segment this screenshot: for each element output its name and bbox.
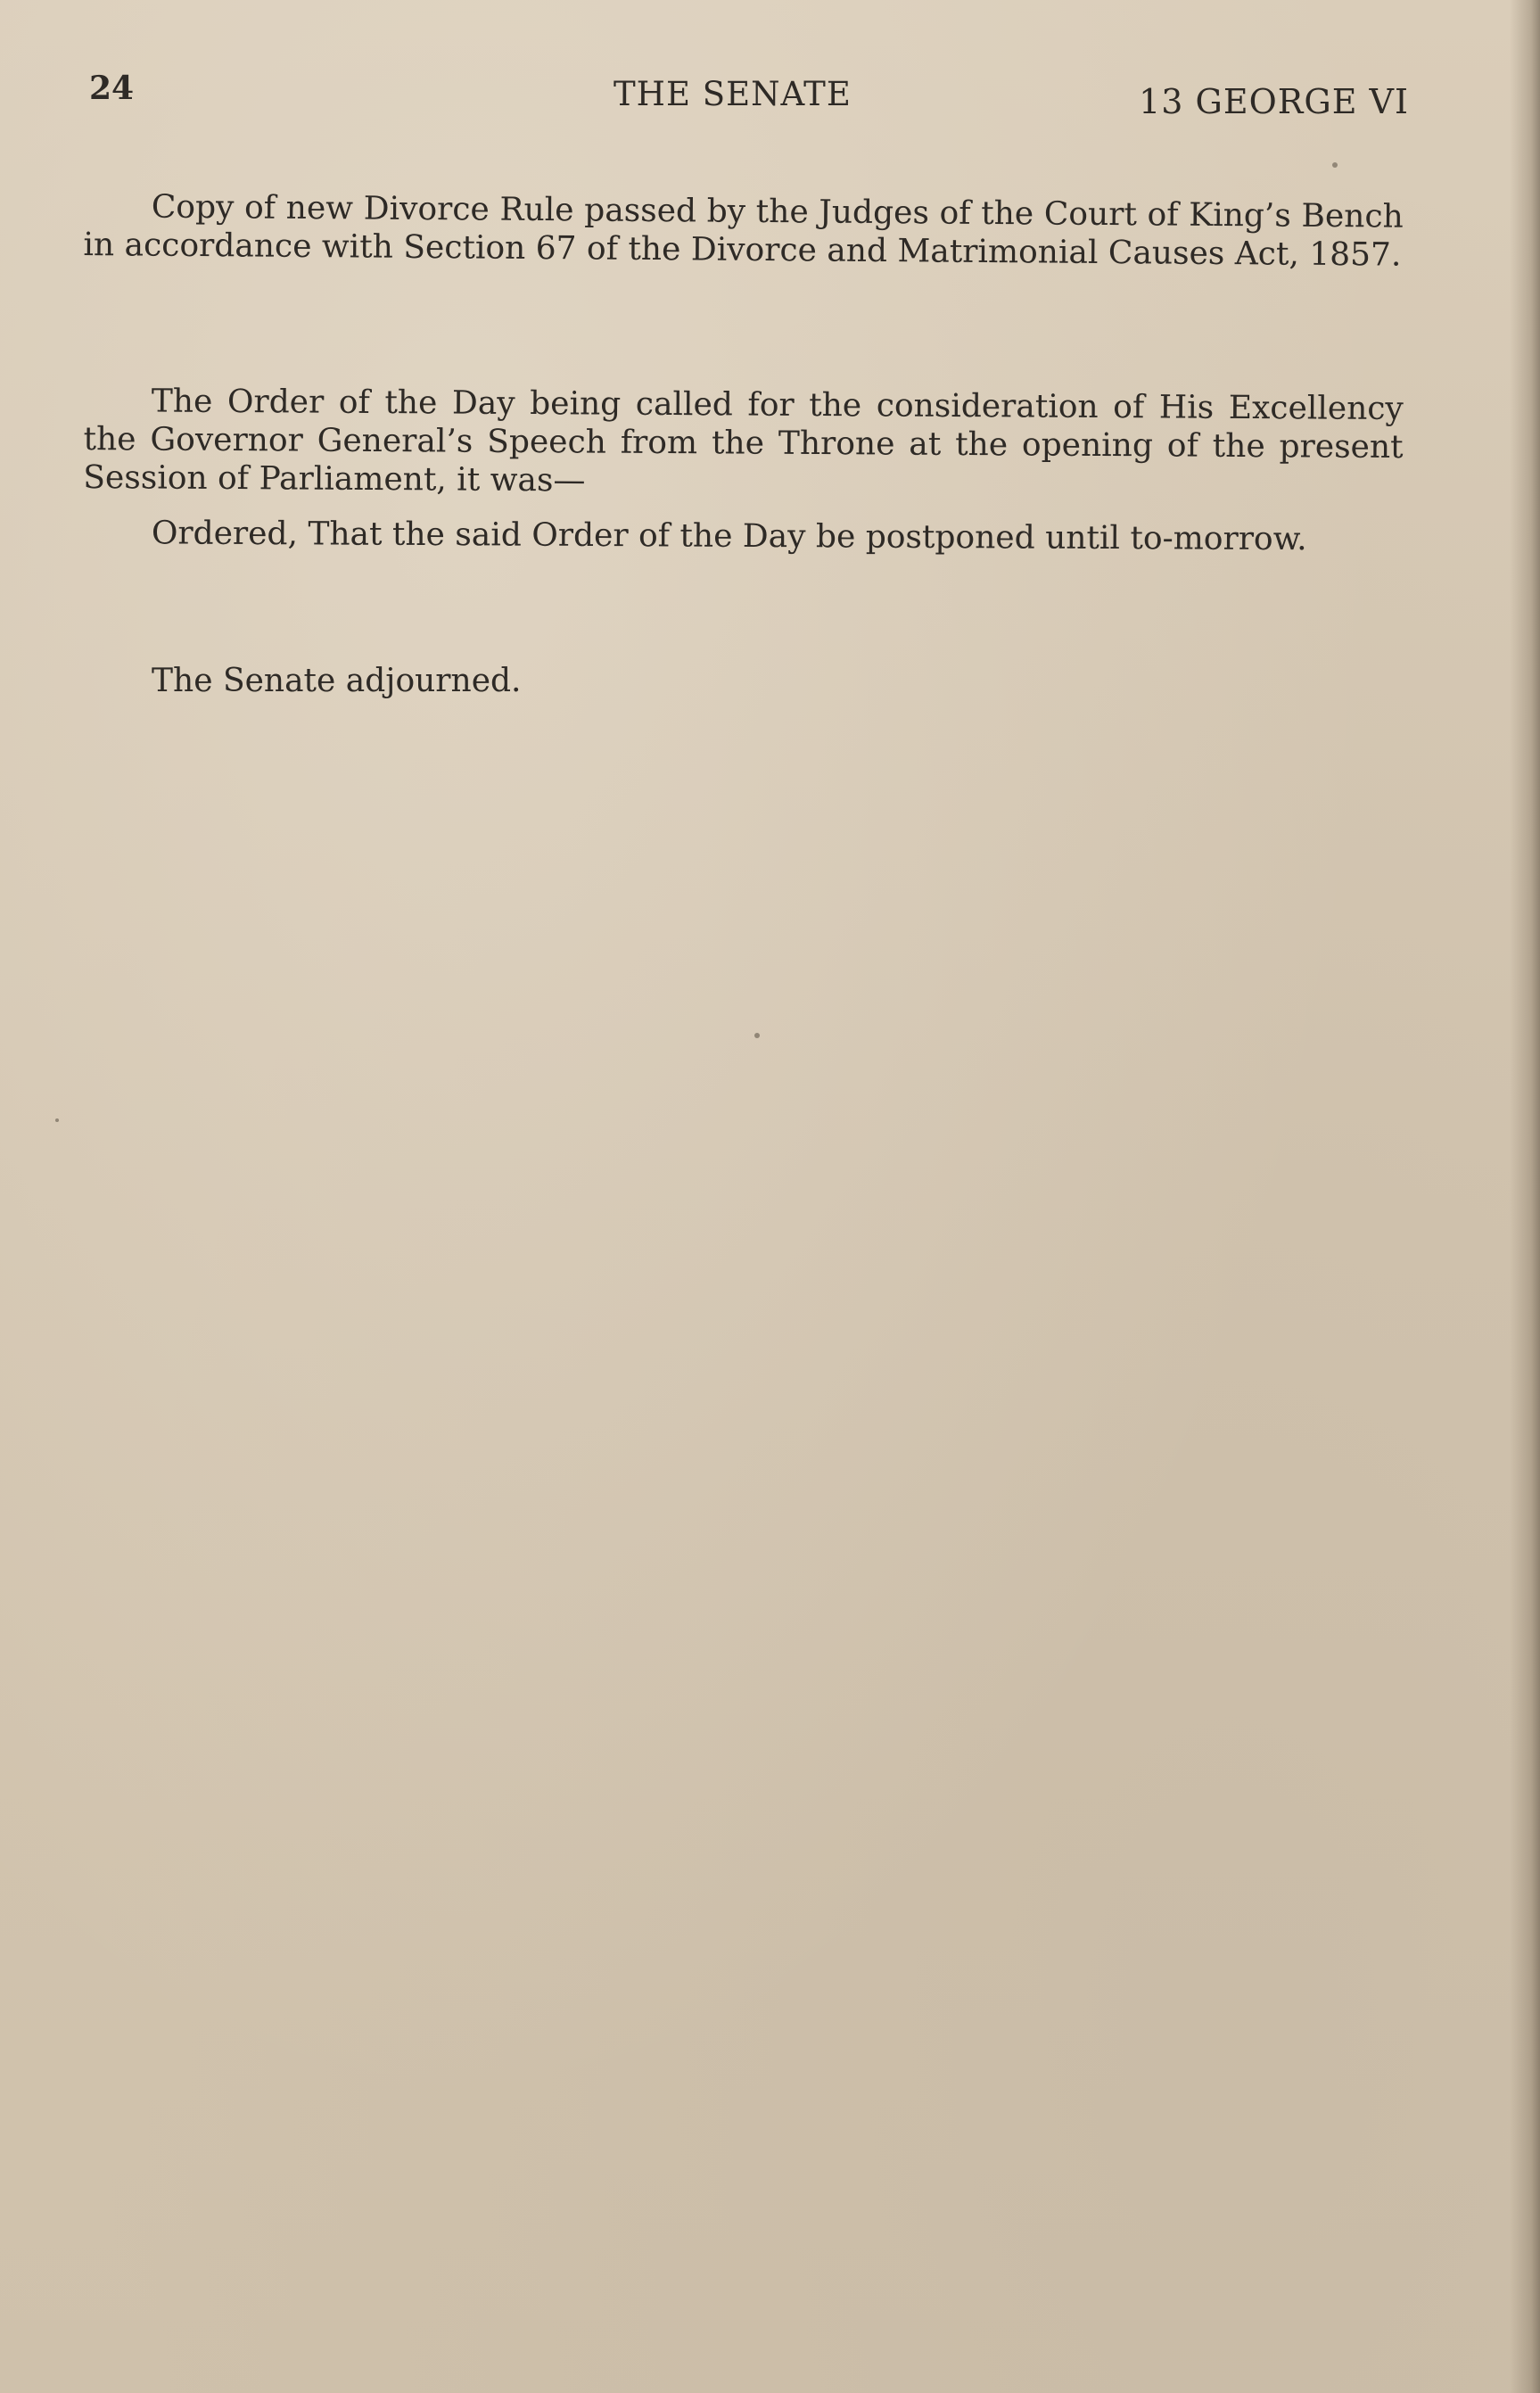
paper-speck xyxy=(1332,162,1338,168)
paper-speck xyxy=(754,1033,760,1038)
regnal-year: 13 GEORGE VI xyxy=(1139,82,1409,121)
running-title: THE SENATE xyxy=(614,75,852,113)
paper-speck xyxy=(55,1118,59,1122)
paragraph-divorce-rule: Copy of new Divorce Rule passed by the Judges of the Court of King’s Bench in accordance with Section 67 of the Divorce and Matrimonial Causes Act, 1857. xyxy=(83,188,1404,274)
page-header xyxy=(89,70,1409,123)
paragraph-adjourned: The Senate adjourned. xyxy=(152,663,522,699)
page-edge-shadow xyxy=(1510,0,1540,2393)
paragraph-order-of-day: The Order of the Day being called for the consideration of His Excellency the Governor General’s Speech from the Throne at the opening of the present Session of Parliament, it was— xyxy=(83,383,1404,499)
page-number: 24 xyxy=(89,70,135,107)
paragraph-ordered: Ordered, That the said Order of the Day be postponed until to-morrow. xyxy=(151,515,1307,558)
